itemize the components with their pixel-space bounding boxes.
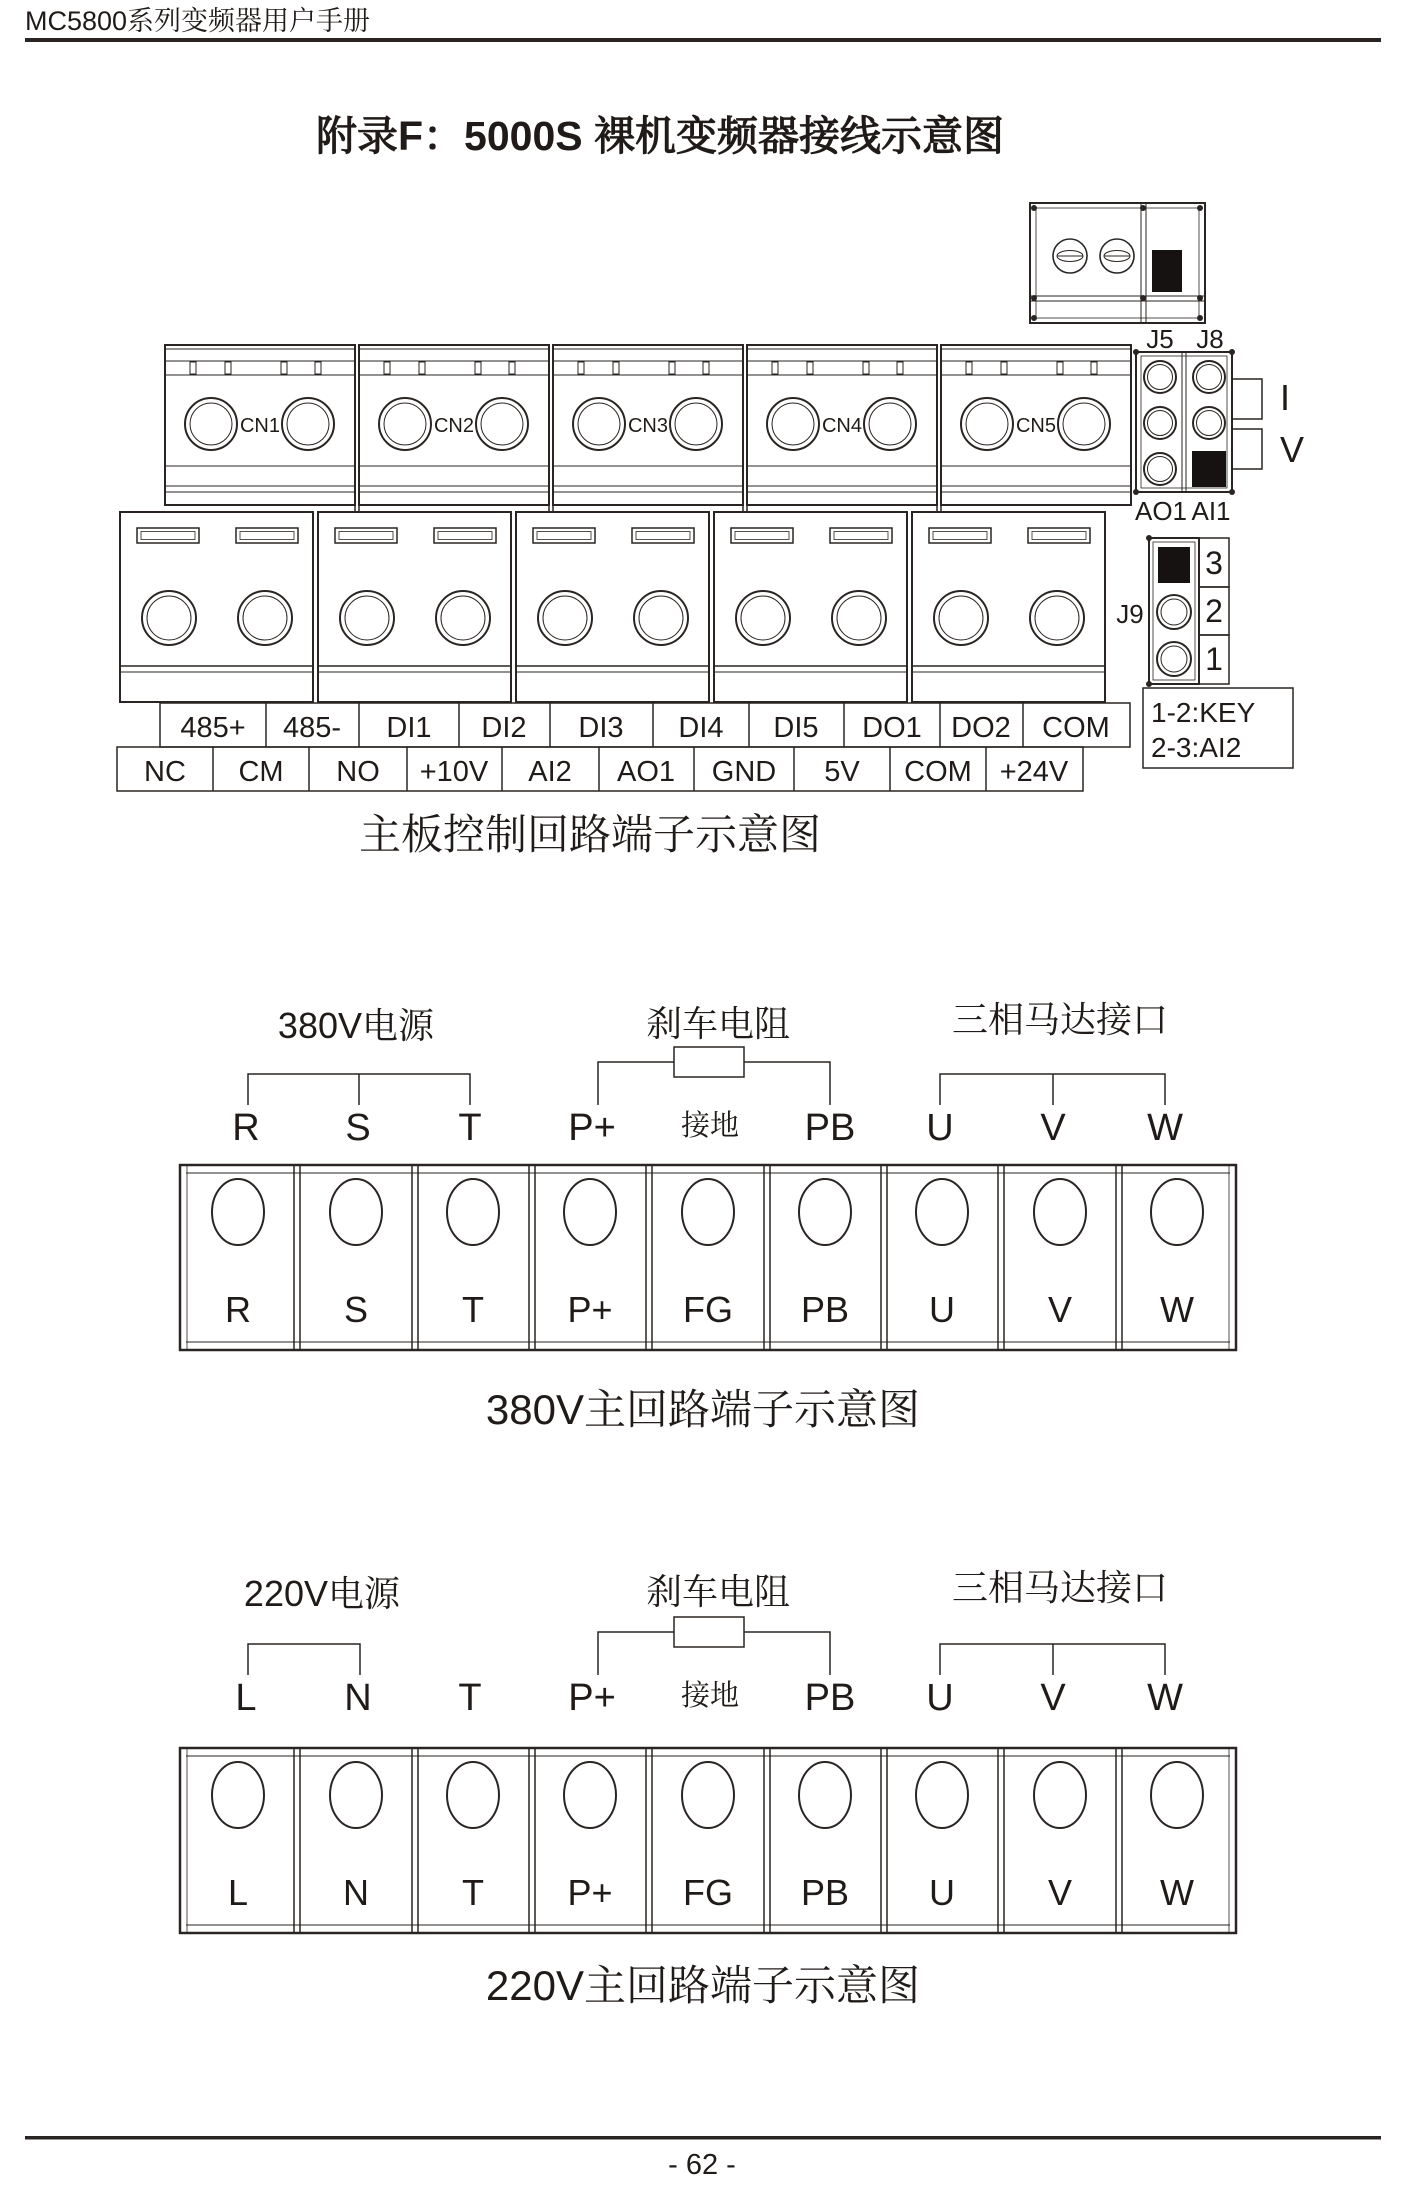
strip-terminal-label: FG	[683, 1872, 733, 1913]
power-380v-label: 电源	[362, 1006, 435, 1046]
wire-label: W	[1147, 1677, 1183, 1719]
j9-label: J9	[1116, 599, 1144, 629]
current-bracket	[1232, 379, 1262, 419]
manual-title: MC5800系列变频器用户手册	[25, 6, 371, 36]
cn-module	[165, 345, 355, 505]
wire-label: P+	[568, 1677, 616, 1719]
strip-terminal-label: T	[462, 1872, 484, 1913]
terminal-label: DI5	[773, 712, 819, 744]
j9-pin1-label: 1	[1205, 641, 1223, 677]
terminal-label: +10V	[419, 756, 489, 788]
terminal-label: DI1	[386, 712, 432, 744]
terminal-label: AI2	[528, 756, 572, 788]
wire-label: W	[1147, 1107, 1183, 1149]
wire-label: T	[458, 1107, 482, 1149]
terminal-module	[516, 512, 709, 702]
voltage-bracket	[1232, 429, 1262, 469]
terminal-label: DI3	[578, 712, 624, 744]
jumper-note-box	[1143, 688, 1293, 768]
top-connector	[1030, 203, 1205, 323]
wire-label: S	[345, 1107, 371, 1149]
cn1-label: CN1	[239, 415, 281, 437]
motor-bracket	[940, 1074, 1165, 1105]
caption-380v-prefix: 380V	[485, 1386, 584, 1433]
terminal-module	[714, 512, 907, 702]
strip-terminal-label: PB	[800, 1289, 850, 1330]
j5-label: J5	[1146, 324, 1174, 354]
terminal-label: NO	[336, 756, 380, 788]
strip-terminal-label: P+	[567, 1872, 613, 1913]
wire-label: T	[458, 1677, 482, 1719]
brake-resistor-label: 刹车电阻	[645, 1572, 791, 1612]
strip-terminal-label: S	[343, 1289, 369, 1330]
page-header	[25, 6, 1381, 42]
brake-bracket	[598, 1632, 830, 1675]
terminal-label: DI2	[481, 712, 527, 744]
cn3-label: CN3	[627, 415, 669, 437]
strip-terminal-label: U	[929, 1872, 955, 1913]
jumper-note-line1: 1-2:KEY	[1151, 697, 1256, 728]
terminal-label: 485+	[180, 712, 246, 744]
terminal-label: COM	[1042, 712, 1110, 744]
ground-label: 接地	[680, 1110, 740, 1142]
strip-terminal-label: L	[227, 1872, 249, 1913]
terminal-label: +24V	[999, 756, 1069, 788]
terminal-label: DI4	[678, 712, 724, 744]
terminal-label-row1	[160, 703, 1130, 747]
page-title: 附录F：5000S 裸机变频器接线示意图	[316, 113, 1004, 159]
terminal-label: DO1	[862, 712, 922, 744]
screw-terminal-icon	[1053, 239, 1087, 273]
terminal-module	[318, 512, 511, 702]
caption-380v: 主回路端子示意图	[584, 1388, 921, 1434]
cn-module	[747, 345, 937, 505]
strip-terminal-label: R	[225, 1289, 251, 1330]
motor-port-label: 三相马达接口	[951, 1000, 1169, 1040]
strip-terminal-label: U	[929, 1289, 955, 1330]
terminal-label-row2	[117, 747, 1083, 791]
strip-terminal-label: V	[1047, 1872, 1073, 1913]
strip-terminal-label: P+	[567, 1289, 613, 1330]
brake-resistor-label: 刹车电阻	[645, 1004, 791, 1044]
wire-label: N	[344, 1677, 372, 1719]
power-bracket	[248, 1074, 470, 1105]
terminal-label: 5V	[824, 756, 860, 788]
footer-rule	[25, 2136, 1381, 2140]
cn-module	[359, 345, 549, 505]
caption-220v: 主回路端子示意图	[584, 1964, 921, 2010]
terminal-module	[120, 512, 313, 702]
brake-bracket	[598, 1062, 830, 1105]
wire-label: PB	[804, 1677, 856, 1719]
terminal-label: 485-	[282, 712, 342, 744]
power-220v-label: 电源	[328, 1574, 401, 1614]
j9-jumper-block	[1116, 535, 1229, 687]
header-rule	[25, 38, 1381, 42]
power-380v-label-prefix: 380V	[277, 1005, 362, 1046]
caption-220v-prefix: 220V	[485, 1962, 584, 2009]
brake-resistor-icon	[674, 1047, 744, 1077]
voltage-mode-label: V	[1280, 429, 1305, 470]
ao1-label: AO1	[1134, 496, 1188, 526]
j5-j8-jumper-block	[1133, 324, 1304, 526]
cn2-label: CN2	[433, 415, 475, 437]
cn-connector-row	[165, 345, 1131, 512]
cn-module	[941, 345, 1131, 505]
cn4-label: CN4	[821, 415, 863, 437]
power-bracket	[248, 1644, 360, 1675]
page-footer	[25, 2136, 1381, 2181]
wire-label: V	[1040, 1677, 1066, 1719]
control-board-caption: 主板控制回路端子示意图	[358, 813, 822, 859]
strip-terminal-label: PB	[800, 1872, 850, 1913]
jumper-cap-icon	[1152, 250, 1182, 292]
strip-terminal-label: V	[1047, 1289, 1073, 1330]
terminal-label-table	[117, 703, 1130, 791]
main-terminal-strip-380v	[180, 1165, 1236, 1350]
cn-module	[553, 345, 743, 505]
main-terminal-strip-220v	[180, 1748, 1236, 1933]
j9-pin3-label: 3	[1205, 545, 1223, 581]
wire-label: U	[926, 1107, 954, 1149]
screw-terminal-icon	[1100, 239, 1134, 273]
power-220v-label-prefix: 220V	[243, 1573, 328, 1614]
terminal-label: CM	[238, 756, 284, 788]
terminal-module	[912, 512, 1105, 702]
current-mode-label: I	[1280, 377, 1291, 418]
ground-label: 接地	[680, 1680, 740, 1712]
terminal-label: AO1	[616, 756, 676, 788]
jumper-note-line2: 2-3:AI2	[1151, 732, 1242, 763]
motor-port-label: 三相马达接口	[951, 1568, 1169, 1608]
page-number: - 62 -	[668, 2149, 736, 2181]
j9-jumper-cap-icon	[1158, 547, 1190, 583]
brake-resistor-icon	[674, 1617, 744, 1647]
j8-label: J8	[1196, 324, 1224, 354]
wire-label: U	[926, 1677, 954, 1719]
wire-label: L	[235, 1677, 257, 1719]
wire-label: R	[232, 1107, 260, 1149]
terminal-label: COM	[904, 756, 972, 788]
row-step-connectors	[355, 505, 941, 512]
strip-terminal-label: W	[1160, 1289, 1194, 1330]
wire-label: V	[1040, 1107, 1066, 1149]
strip-terminal-label: N	[343, 1872, 369, 1913]
wire-label: PB	[804, 1107, 856, 1149]
terminal-label: DO2	[951, 712, 1011, 744]
strip-terminal-label: W	[1160, 1872, 1194, 1913]
j9-pin2-label: 2	[1205, 593, 1223, 629]
terminal-label: NC	[144, 756, 186, 788]
motor-bracket	[940, 1644, 1165, 1675]
terminal-label: GND	[711, 756, 777, 788]
cn5-label: CN5	[1015, 415, 1057, 437]
control-terminal-row	[120, 512, 1105, 702]
section-380v	[180, 1000, 1236, 1434]
strip-terminal-label: T	[462, 1289, 484, 1330]
ai1-jumper-cap-icon	[1192, 451, 1226, 487]
strip-terminal-label: FG	[683, 1289, 733, 1330]
ai1-label: AI1	[1191, 496, 1231, 526]
wire-label: P+	[568, 1107, 616, 1149]
section-220v	[180, 1568, 1236, 2010]
